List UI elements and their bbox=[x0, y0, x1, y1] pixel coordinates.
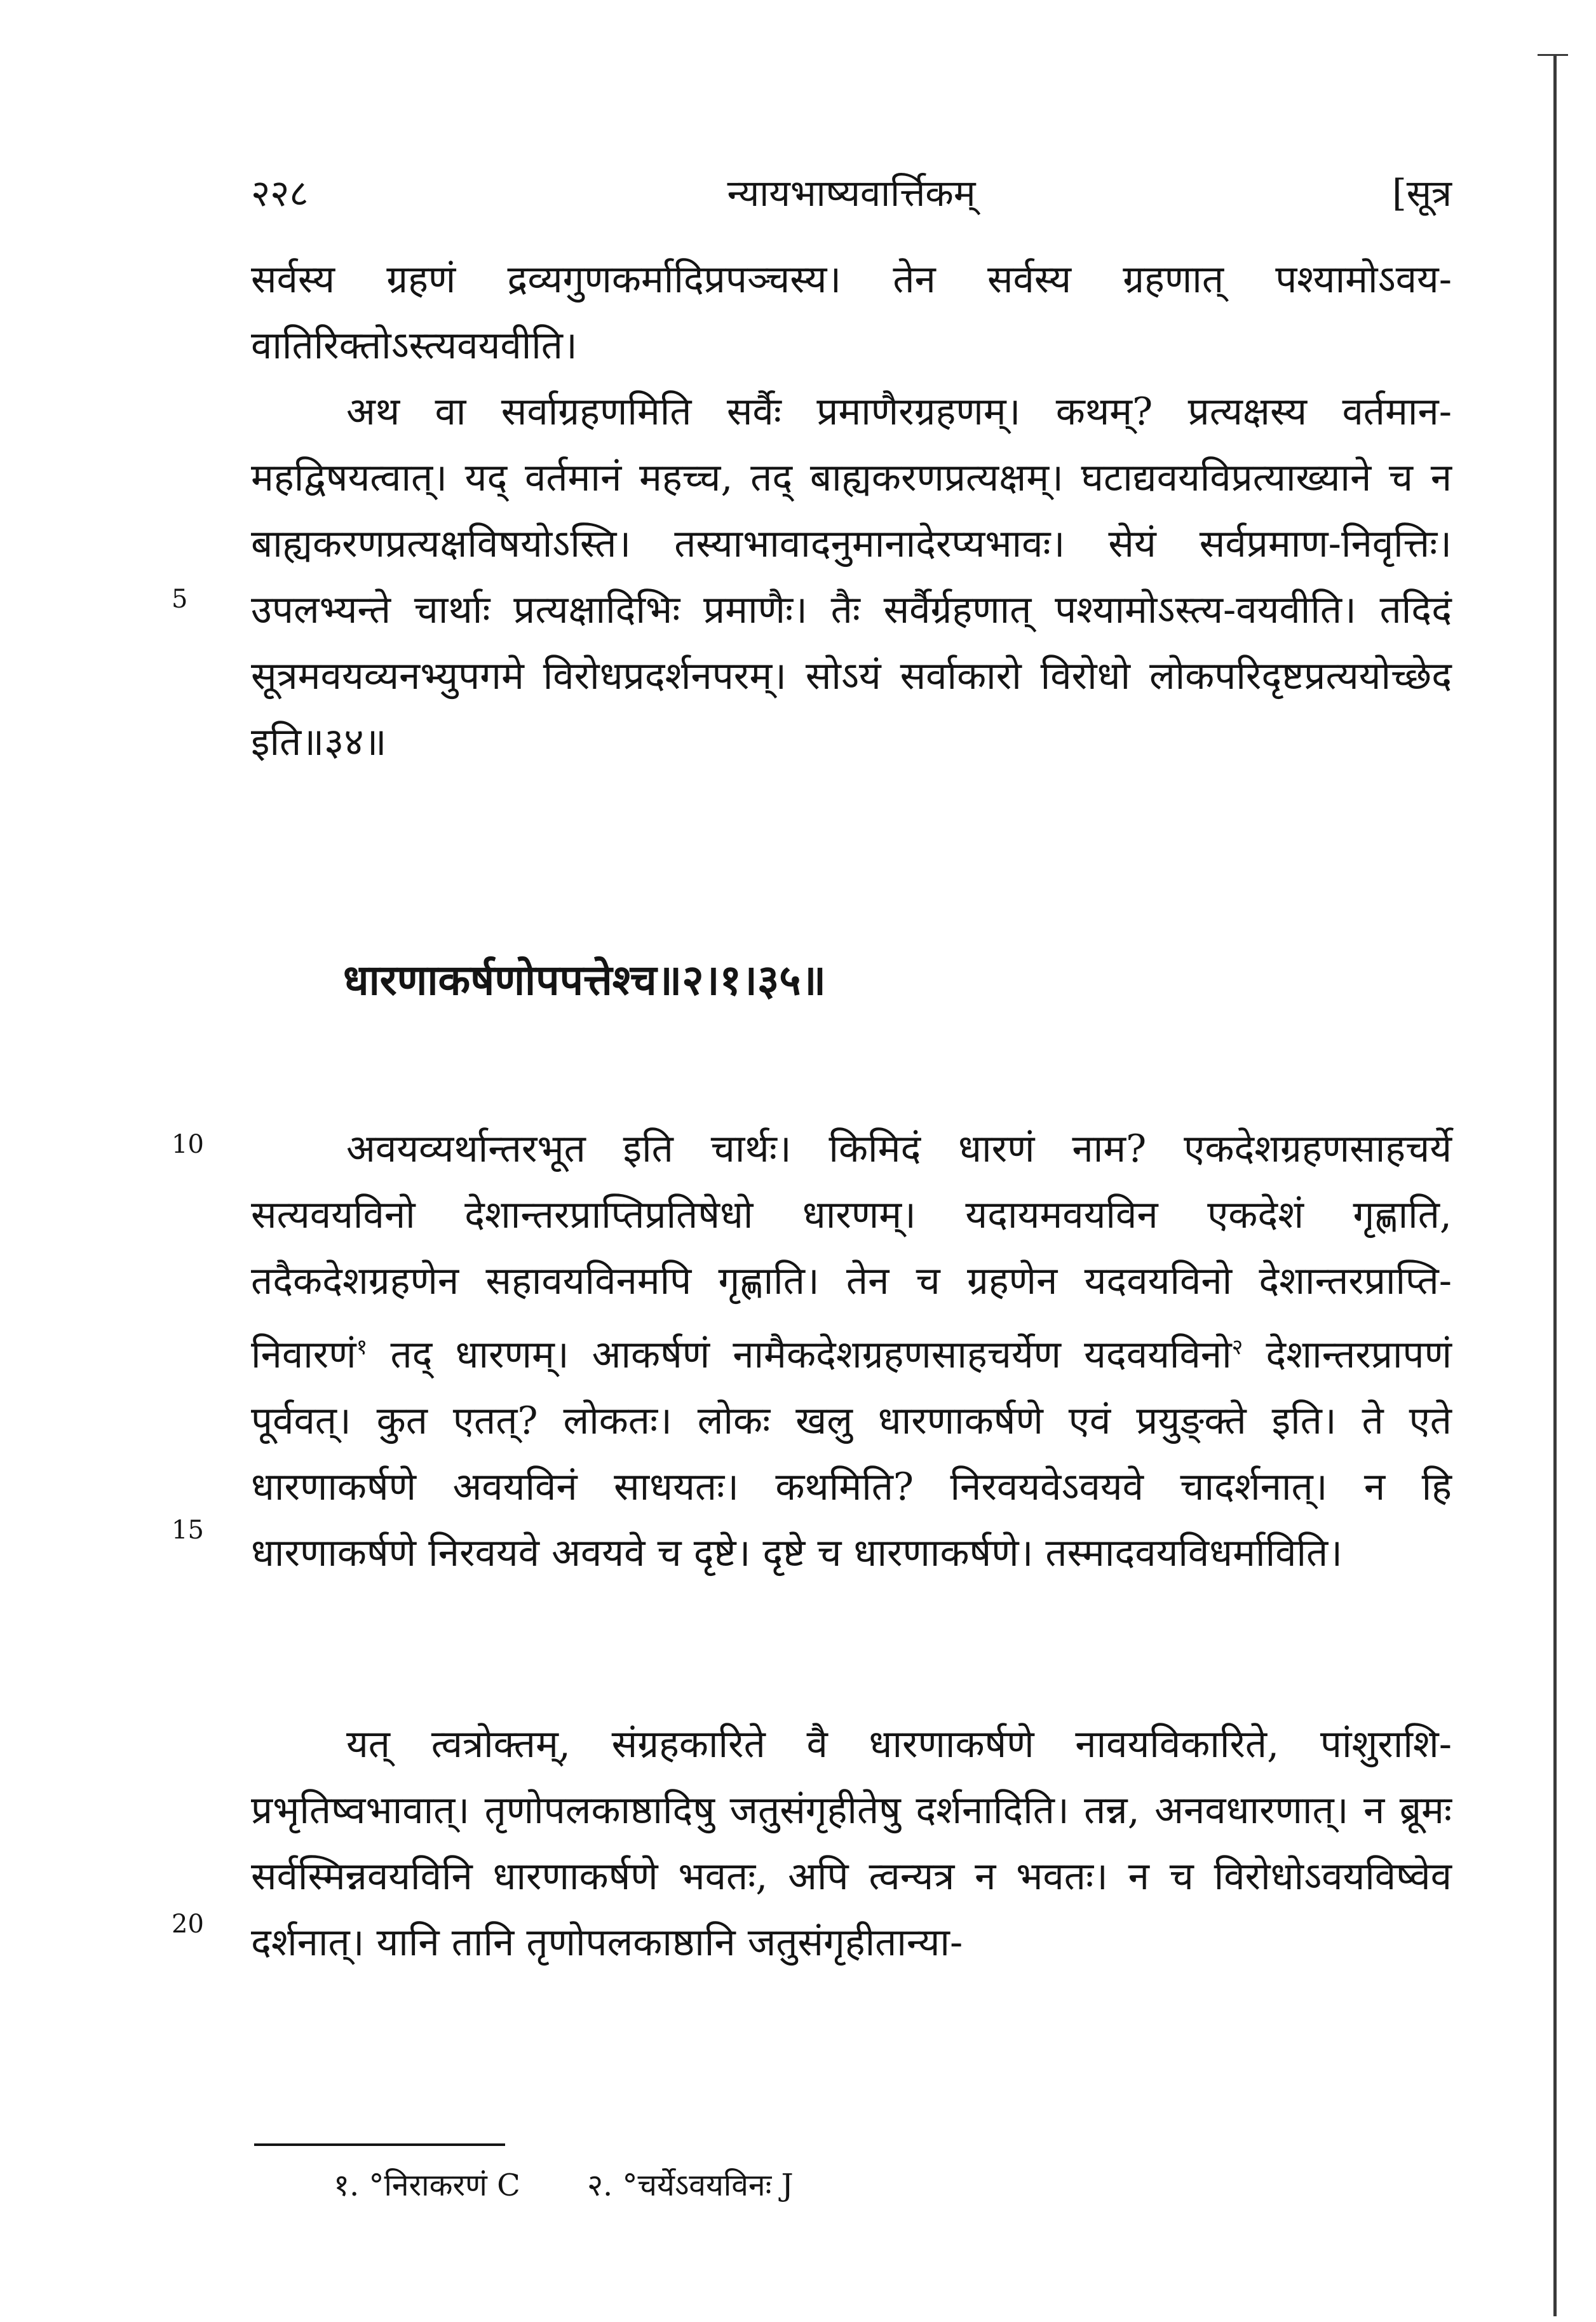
sutra-heading: धारणाकर्षणोपपत्तेश्च॥२।१।३५॥ bbox=[343, 955, 827, 1005]
paragraph-4: यत् त्वत्रोक्तम्, संग्रहकारिते वै धारणाकर्षणे नावयविकारिते, पांशुराशि-प्रभृतिष्वभावात्। तृणोपलकाष्ठादिषु जतुसंगृहीतेषु दर्शनादिति। तन्न, अनवधारणात्। न ब्रूमः सर्वस्मिन्नवयविनि धारणाकर्षणे भवतः, अपि त्वन्यत्र न भवतः। न च विरोधोऽवयविष्वेव दर्शनात्। यानि तानि तृणोपलकाष्ठानि जतुसंगृहीतान्या- bbox=[251, 1722, 1452, 1965]
line-number-20: 20 bbox=[172, 1910, 204, 1939]
footnote-rule bbox=[254, 2143, 505, 2146]
paragraph-1: सर्वस्य ग्रहणं द्रव्यगुणकर्मादिप्रपञ्चस्य। तेन सर्वस्य ग्रहणात् पश्यामोऽवय-वातिरिक्तोऽस्त्यवयवीति। bbox=[251, 257, 1452, 368]
running-header bbox=[251, 166, 1452, 224]
page-number: २२८ bbox=[251, 172, 309, 215]
scan-edge-tick bbox=[1538, 54, 1568, 56]
footnote-1: १. °निराकरणं C bbox=[334, 2168, 520, 2203]
paragraph-3 bbox=[251, 1116, 1452, 1586]
line-number-10: 10 bbox=[172, 1130, 204, 1159]
footnote-mark-1: १ bbox=[356, 1334, 368, 1360]
paragraph-2: अथ वा सर्वाग्रहणमिति सर्वैः प्रमाणैरग्रहणम्। कथम्? प्रत्यक्षस्य वर्तमान-महद्विषयत्वात्। यद् वर्तमानं महच्च, तद् बाह्यकरणप्रत्यक्षम्। घटाद्यवयविप्रत्याख्याने च न बाह्यकरणप्रत्यक्षविषयोऽस्ति। तस्याभावादनुमानादेरप्यभावः। सेयं सर्वप्रमाण-निवृत्तिः। उपलभ्यन्ते चार्थाः प्रत्यक्षादिभिः प्रमाणैः। तैः सर्वैर्ग्रहणात् पश्यामोऽस्त्य-वयवीति। तदिदं सूत्रमवयव्यनभ्युपगमे विरोधप्रदर्शनपरम्। सोऽयं सर्वाकारो विरोधो लोकपरिदृष्टप्रत्ययोच्छेद इति॥३४॥ bbox=[251, 390, 1452, 764]
section-label: [सूत्र bbox=[1392, 172, 1452, 215]
running-title: न्यायभाष्यवार्त्तिकम् bbox=[727, 172, 976, 215]
footnote-mark-2: २ bbox=[1231, 1334, 1243, 1360]
scan-edge-line bbox=[1553, 54, 1557, 2316]
paragraph-3-part-a: अवयव्यर्थान्तरभूत इति चार्थः। किमिदं धारणं नाम? एकदेशग्रहणसाहचर्ये सत्यवयविनो देशान्तरप्राप्तिप्रतिषेधो धारणम्। यदायमवयविन एकदेशं गृह्णाति, तदैकदेशग्रहणेन सहावयविनमपि गृह्णाति। तेन च ग्रहणेन यदवयविनो देशान्तरप्राप्ति-निवारणं bbox=[251, 1127, 1452, 1377]
footnotes bbox=[334, 2164, 851, 2205]
paragraph-3-part-c: देशान्तरप्रापणं पूर्ववत्। कुत एतत्? लोकतः। लोकः खलु धारणाकर्षणे एवं प्रयुङ्क्ते इति। ते एते धारणाकर्षणे अवयविनं साधयतः। कथमिति? निरवयवेऽवयवे चादर्शनात्। न हि धारणाकर्षणे निरवयवे अवयवे च दृष्टे। दृष्टे च धारणाकर्षणे। तस्मादवयविधर्माविति। bbox=[251, 1333, 1452, 1575]
line-number-15: 15 bbox=[172, 1516, 204, 1545]
paragraph-3-part-b: तद् धारणम्। आकर्षणं नामैकदेशग्रहणसाहचर्येण यदवयविनो bbox=[367, 1333, 1232, 1377]
line-number-5: 5 bbox=[172, 585, 188, 614]
footnote-2: २. °चर्येऽवयविनः J bbox=[587, 2168, 794, 2203]
